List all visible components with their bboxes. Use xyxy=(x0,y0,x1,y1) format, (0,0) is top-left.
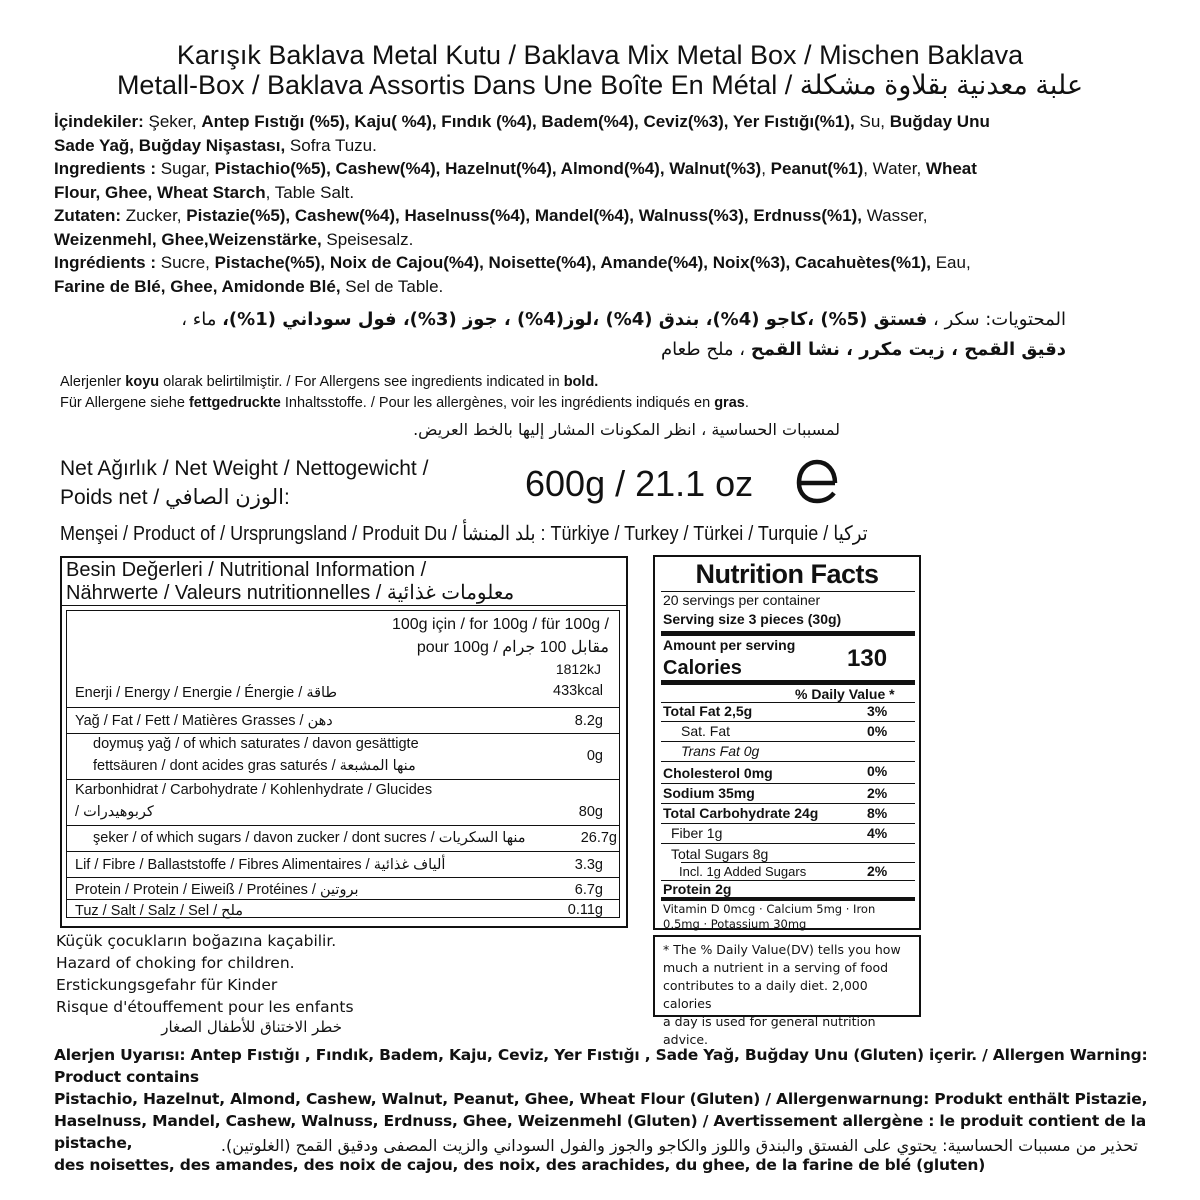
nf-row-dv: 8% xyxy=(867,805,888,821)
nutrition-table xyxy=(60,556,628,928)
nf-row-dv: 4% xyxy=(867,825,888,841)
divider xyxy=(661,631,915,636)
net-weight-value: 600g / 21.1 oz xyxy=(525,463,754,504)
calories-label: Calories xyxy=(663,657,742,679)
divider xyxy=(661,843,915,844)
table-row: Yağ / Fat / Fett / Matières Grasses / دهن 8.2g xyxy=(67,707,619,733)
serving-size: Serving size 3 pieces (30g) xyxy=(663,611,842,627)
table-row: doymuş yağ / of which saturates / davon gesättigte fettsäuren / dont acides gras saturés / منها المشبعة 0g xyxy=(67,733,619,779)
nf-row-label: Sat. Fat xyxy=(681,723,731,739)
allergen-warning-ar: تحذير من مسببات الحساسية: يحتوي على الفستق والبندق واللوز والكاجو والجوز والفول السوداني والزيت المصفى ودقيق القمح (الغلوتين). xyxy=(220,1136,1138,1155)
vitamins-line-2: 0,5mg · Potassium 30mg xyxy=(663,917,807,931)
allergen-warning: Alerjen Uyarısı: Antep Fıstığı , Fındık, Badem, Kaju, Ceviz, Yer Fıstığı , Sade Yağ, Buğday Unu (Gluten) içerir. / Allergen Warning: Product contains Pistachio, Hazelnut, Almond, Cashew, Walnut, Peanut, Ghee, Wheat Flour (Gluten) / Allergenwarnung: Produkt enthält Pistazie, Haselnuss, Mandel, Cashew, Walnuss, Erdnuss, Ghee, Weizenmehl (Gluten) / Avertissement allergène : le produit contient de la pistache, des noisettes, des amandes, des noix de cajou, des noix, des arachides, du ghee, de la farine de blé (gluten) xyxy=(54,1046,1148,1174)
net-weight-label: Net Ağırlık / Net Weight / Nettogewicht / Poids net / الوزن الصافي: xyxy=(60,457,429,509)
nf-row-dv: 3% xyxy=(867,703,888,719)
nf-row-label: Incl. 1g Added Sugars xyxy=(679,864,807,879)
divider xyxy=(661,783,915,784)
nf-row-label: Cholesterol 0mg xyxy=(663,765,773,781)
vitamins-line-1: Vitamin D 0mcg · Calcium 5mg · Iron xyxy=(663,902,876,916)
energy-kj: 1812kJ xyxy=(555,661,601,677)
divider xyxy=(661,741,915,742)
nf-row-dv: 2% xyxy=(867,785,888,801)
ingredients-de: Zutaten: Zucker, Pistazie(%5), Cashew(%4), Haselnuss(%4), Mandel(%4), Walnuss(%3), Erdnuss(%1), Wasser, Weizenmehl, Ghee,Weizenstärke, Speisesalz. xyxy=(54,206,928,249)
ingredients-en: Ingredients : Sugar, Pistachio(%5), Cashew(%4), Hazelnut(%4), Almond(%4), Walnut(%3), Peanut(%1), Water, Wheat Flour, Ghee, Wheat Starch, Table Salt. xyxy=(54,159,977,202)
table-row: Karbonhidrat / Carbohydrate / Kohlenhydrate / Glucides / كربوهيدرات 80g xyxy=(67,779,619,825)
nf-row-label: Sodium 35mg xyxy=(663,785,755,801)
choking-warning-ar: خطر الاختناق للأطفال الصغار xyxy=(161,1018,342,1036)
table-row: şeker / of which sugars / davon zucker / dont sucres / منها السكريات 26.7g xyxy=(67,825,619,851)
table-row: Lif / Fibre / Ballaststoffe / Fibres Alimentaires / ألياف غذائية 3.3g xyxy=(67,851,619,877)
allergen-note: Alerjenler koyu olarak belirtilmiştir. / For Allergens see ingredients indicated in bold. Für Allergene siehe fettgedruckte Inhaltsstoffe. / Pour les allergènes, voir les ingrédients indiqués en gras. xyxy=(60,374,749,411)
estimated-e-mark-icon xyxy=(792,458,840,504)
per-100g-header: 100g için / for 100g / für 100g / pour 100g / مقابل 100 جرام xyxy=(391,616,609,656)
title-line-2: Metall-Box / Baklava Assortis Dans Une Boîte En Métal / علبة معدنية بقلاوة مشكلة xyxy=(116,70,1084,100)
allergen-note-ar: لمسببات الحساسية ، انظر المكونات المشار إليها بالخط العريض. xyxy=(413,420,840,439)
table-row: Protein / Protein / Eiweiß / Protéines / بروتين 6.7g xyxy=(67,877,619,899)
table-row: Tuz / Salt / Salz / Sel / ملح 0.11g xyxy=(67,899,619,919)
daily-value-header: % Daily Value * xyxy=(795,686,895,702)
daily-value-footnote: * The % Daily Value(DV) tells you how much a nutrient in a serving of food contributes to a daily diet. 2,000 calories a day is used for general nutrition advice. xyxy=(653,935,921,1017)
ingredients-fr: Ingrédients : Sucre, Pistache(%5), Noix de Cajou(%4), Noisette(%4), Amande(%4), Noix(%3), Cacahuètes(%1), Eau, Farine de Blé, Ghee, Amidonde Blé, Sel de Table. xyxy=(54,253,971,296)
ingredients-tr: İçindekiler: Şeker, Antep Fıstığı (%5), Kaju( %4), Fındık (%4), Badem(%4), Ceviz(%3), Yer Fıstığı(%1), Su, Buğday Unu Sade Yağ, Buğday Nişastası, Sofra Tuzu. xyxy=(54,112,990,155)
nutrition-table-body: 100g için / for 100g / für 100g / pour 100g / مقابل 100 جرام 1812kJ Enerji / Energy / Energie / Énergie / طاقة 433kcal Yağ / Fat / Fett / Matières Grasses / دهن 8.2g doymuş yağ / of which saturates / davon gesättigte fettsäuren / dont acides gras saturés / منها المشبعة 0g Karbonhidrat / Carbohydrate / Kohlenhydrate / Glucides / كربوهيدرات 80g şeker / of which sugars / davon zucker / dont sucres / منها السكريات 26.7g Lif / Fibre / Ballaststoffe / Fibres Alimentaires / ألياف غذائية 3.3g Protein / Protein / Eiweiß / Protéines / بروتين 6.7g Tuz / Salt / Salz / Sel / ملح 0.11g xyxy=(66,610,620,918)
ingredients-ar: المحتويات: سكر ، فستق (5%) ،كاجو (4%)، بندق (4%) ،لوز(4%) ، جوز (3%)، فول سوداني (1%)، ماء ، دقيق القمح ، زيت مكرر ، نشا القمح ، ملح طعام xyxy=(181,309,1066,360)
choking-warning: Küçük çocukların boğazına kaçabilir. Hazard of choking for children. Erstickungsgefahr für Kinder Risque d'étouffement pour les enfants xyxy=(56,932,354,1016)
divider xyxy=(661,761,915,762)
nutrition-facts-title: Nutrition Facts xyxy=(695,559,879,589)
nutrition-table-header: Besin Değerleri / Nutritional Information / Nährwerte / Valeurs nutritionnelles / معلومات غذائية xyxy=(62,558,626,606)
divider xyxy=(661,823,915,824)
nf-row-label: Total Sugars 8g xyxy=(671,846,769,862)
divider xyxy=(661,803,915,804)
nf-row-label: Trans Fat 0g xyxy=(681,743,760,759)
nf-row-label: Total Carbohydrate 24g xyxy=(663,805,819,821)
divider xyxy=(661,680,915,685)
nf-row-dv: 0% xyxy=(867,763,888,779)
servings-per-container: 20 servings per container xyxy=(663,592,821,608)
ingredients-block xyxy=(54,110,1154,298)
nf-row-label: Total Fat 2,5g xyxy=(663,703,753,719)
nutrition-facts-panel xyxy=(653,555,921,930)
title-line-1: Karışık Baklava Metal Kutu / Baklava Mix Metal Box / Mischen Baklava xyxy=(176,40,1024,70)
amount-per-serving: Amount per serving xyxy=(663,637,796,653)
origin-line: Menşei / Product of / Ursprungsland / Produit Du / بلد المنشأ : Türkiye / Turkey / Türkei / Turquie / تركيا xyxy=(60,523,868,545)
divider xyxy=(661,721,915,722)
divider xyxy=(661,897,915,901)
nf-row-dv: 2% xyxy=(867,863,888,879)
nf-row-dv: 0% xyxy=(867,723,888,739)
nf-row-label: Fiber 1g xyxy=(671,825,723,841)
calories-value: 130 xyxy=(847,645,888,672)
nf-row-label: Protein 2g xyxy=(663,881,732,897)
product-title xyxy=(0,40,1200,100)
